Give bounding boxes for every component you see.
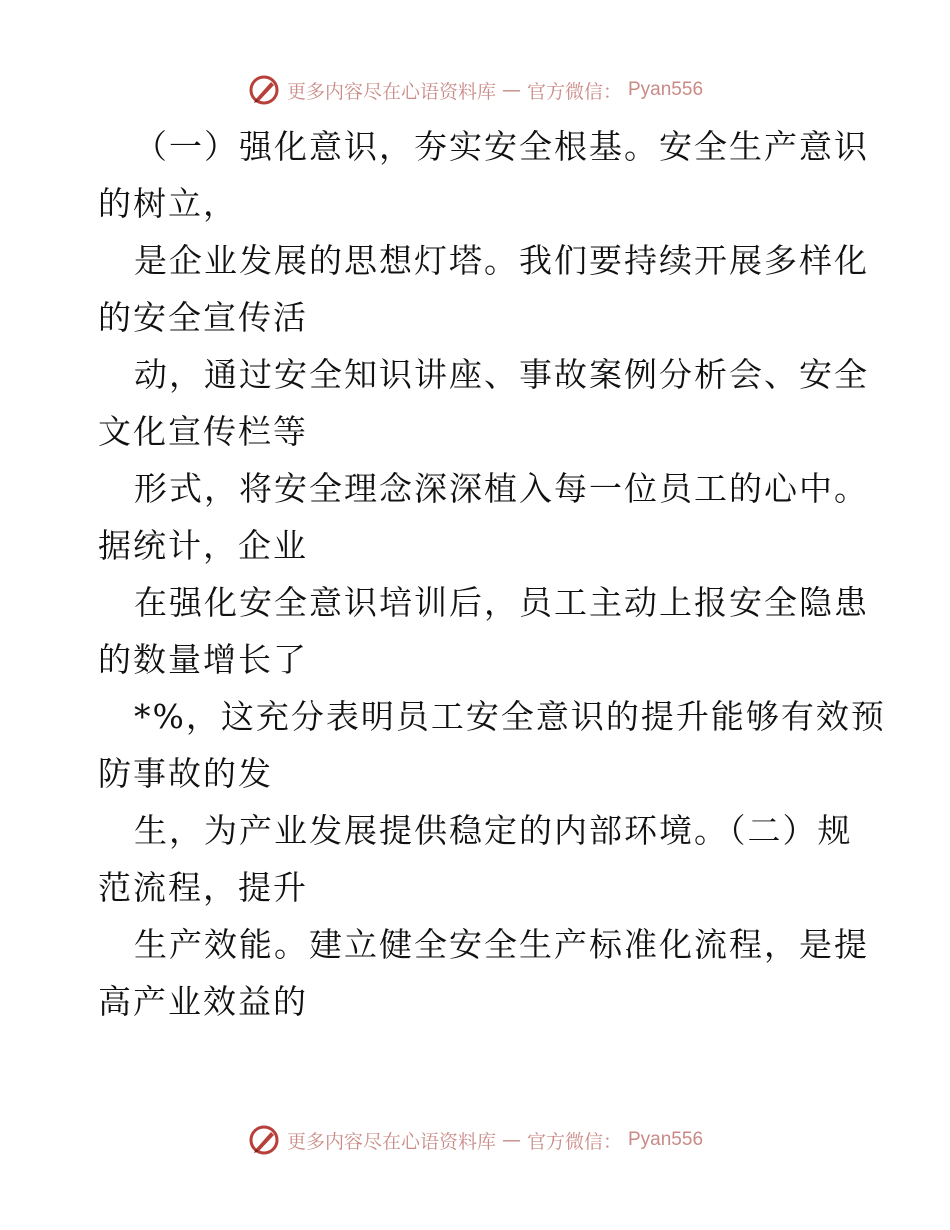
watermark-text: 更多内容尽在心语资料库 xyxy=(286,80,496,103)
paragraph-line: 防事故的发 xyxy=(98,754,273,793)
paragraph-line: 动，通过安全知识讲座、事故案例分析会、安全 xyxy=(134,355,869,394)
paragraph-line: 的数量增长了 xyxy=(98,640,308,679)
paragraph-line: 形式，将安全理念深深植入每一位员工的心中。 xyxy=(134,469,869,508)
paragraph-line: *%，这充分表明员工安全意识的提升能够有效预 xyxy=(134,697,886,736)
paragraph-2 xyxy=(98,232,869,346)
watermark-separator: — xyxy=(501,1129,521,1151)
watermark-id: Pyan556 xyxy=(628,1129,704,1150)
watermark-id: Pyan556 xyxy=(628,79,704,100)
paragraph-line: 高产业效益的 xyxy=(98,982,308,1021)
watermark-separator: — xyxy=(501,79,521,101)
pen-logo-icon xyxy=(247,1123,281,1157)
paragraph-line: 在强化安全意识培训后，员工主动上报安全隐患 xyxy=(134,583,869,622)
footer-watermark xyxy=(0,1120,950,1160)
paragraph-3 xyxy=(98,346,869,460)
paragraph-line: 范流程，提升 xyxy=(98,868,308,907)
paragraph-line: 生，为产业发展提供稳定的内部环境。（二）规 xyxy=(134,811,853,850)
paragraph-line: （一）强化意识，夯实安全根基。安全生产意识 xyxy=(134,127,869,166)
paragraph-8 xyxy=(98,916,869,1030)
document-body xyxy=(98,118,886,1030)
header-watermark xyxy=(0,70,950,110)
paragraph-line: 的安全宣传活 xyxy=(98,298,308,337)
paragraph-5 xyxy=(98,574,869,688)
paragraph-7 xyxy=(98,802,858,916)
paragraph-line: 生产效能。建立健全安全生产标准化流程，是提 xyxy=(134,925,869,964)
paragraph-line: 据统计，企业 xyxy=(98,526,308,565)
paragraph-line: 是企业发展的思想灯塔。我们要持续开展多样化 xyxy=(134,241,869,280)
paragraph-6 xyxy=(98,688,886,802)
paragraph-line: 的树立， xyxy=(98,184,238,223)
watermark-label: 官方微信： xyxy=(526,1130,622,1153)
paragraph-4 xyxy=(98,460,869,574)
paragraph-1 xyxy=(98,118,869,232)
paragraph-line: 文化宣传栏等 xyxy=(98,412,308,451)
watermark-label: 官方微信： xyxy=(526,80,622,103)
watermark-text: 更多内容尽在心语资料库 xyxy=(286,1130,496,1153)
pen-logo-icon xyxy=(247,73,281,107)
